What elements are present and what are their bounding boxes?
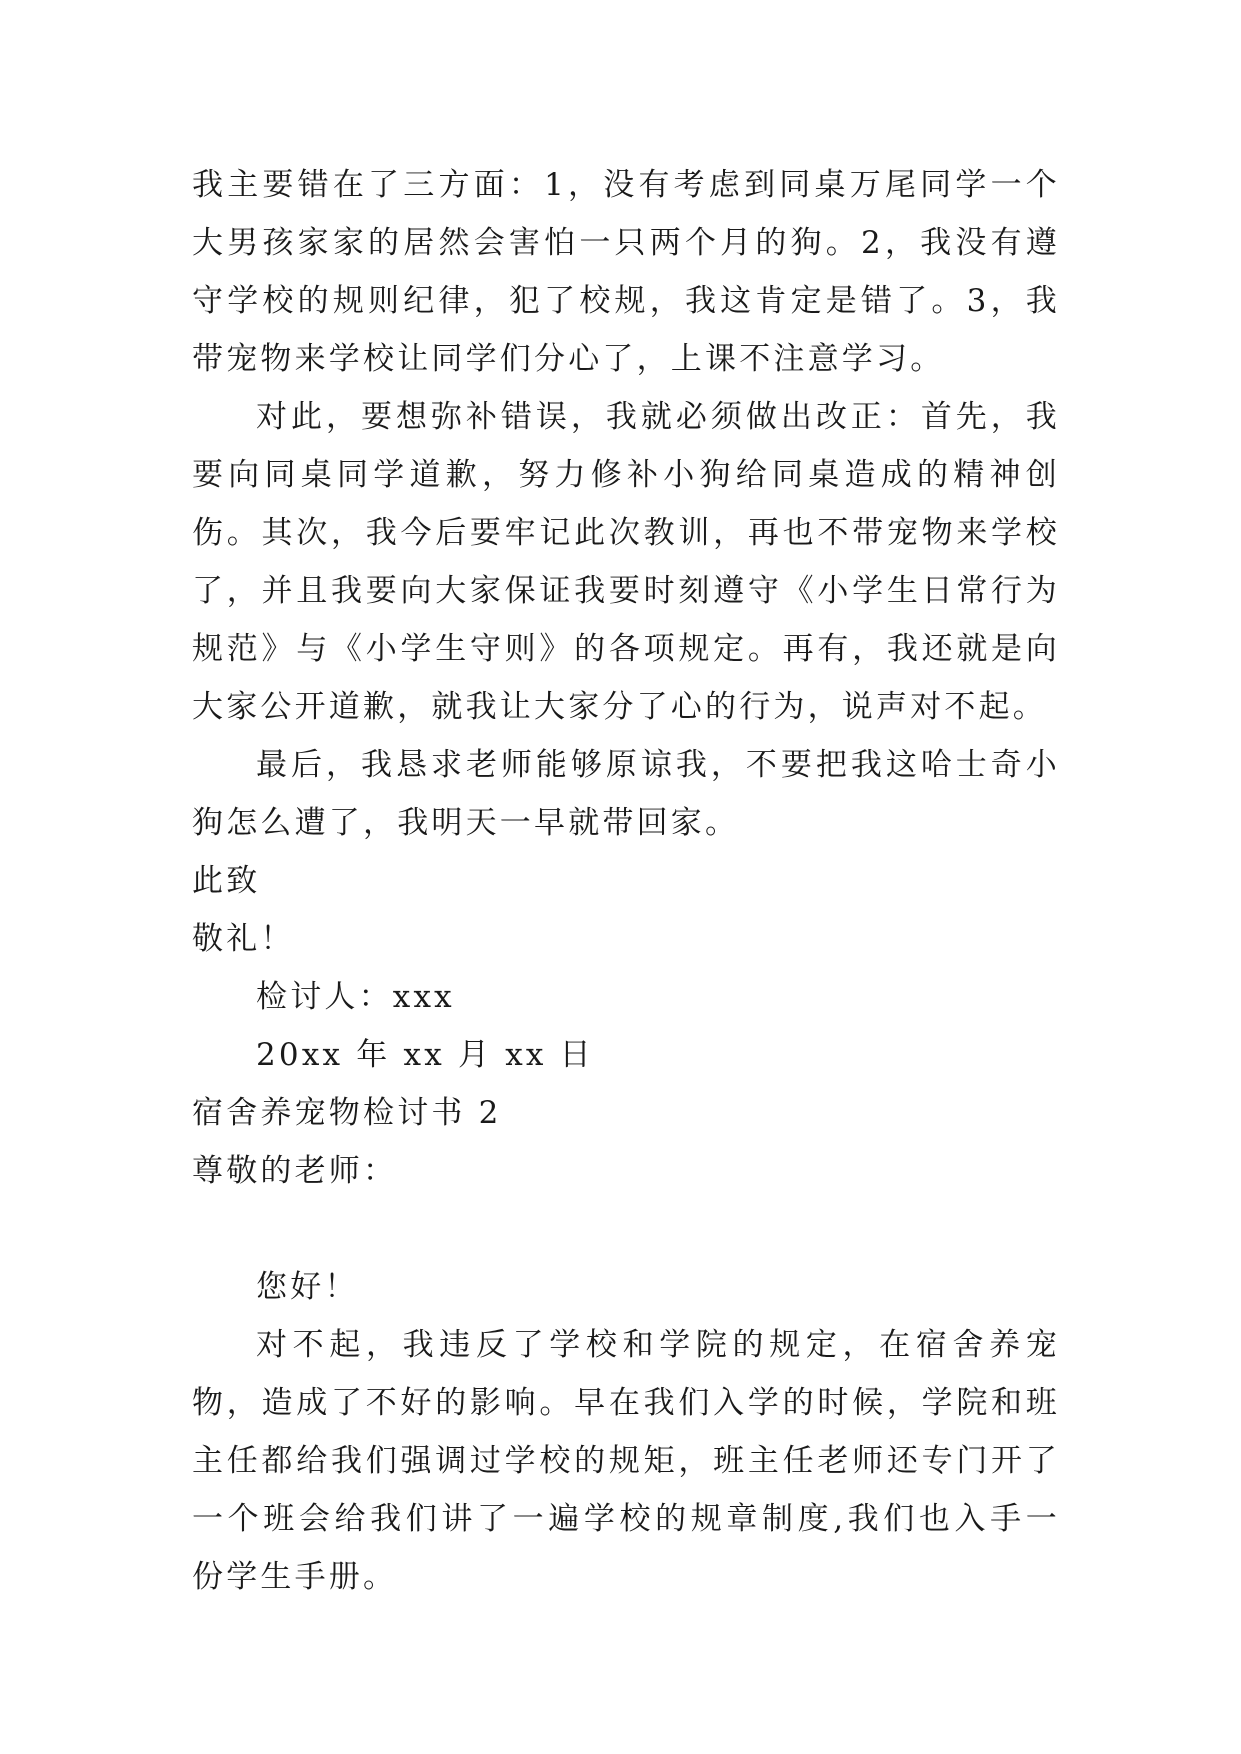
section-title: 宿舍养宠物检讨书 2	[192, 1095, 502, 1131]
salutation: 尊敬的老师：	[192, 1153, 398, 1189]
paragraph-corrections: 对此，要想弥补错误，我就必须做出改正：首先，我要向同桌同学道歉，努力修补小狗给同桌造成的精神创伤。其次，我今后要牢记此次教训，再也不带宠物来学校了，并且我要向大家保证我要时刻遵守《小学生日常行为规范》与《小学生守则》的各项规定。再有，我还就是向大家公开道歉，就我让大家分了心的行为，说声对不起。	[192, 399, 1060, 725]
paragraph-mistakes: 我主要错在了三方面：1，没有考虑到同桌万尾同学一个大男孩家家的居然会害怕一只两个月的狗。2，我没有遵守学校的规则纪律，犯了校规，我这肯定是错了。3，我带宠物来学校让同学们分心了，上课不注意学习。	[192, 167, 1060, 377]
signer: 检讨人：xxx	[256, 979, 455, 1015]
blank-line	[192, 1200, 1060, 1258]
date: 20xx 年 xx 月 xx 日	[256, 1037, 594, 1073]
paragraph-apology: 对不起，我违反了学校和学院的规定，在宿舍养宠物，造成了不好的影响。早在我们入学的时候，学院和班主任都给我们强调过学校的规矩，班主任老师还专门开了一个班会给我们讲了一遍学校的规章制度,我们也入手一份学生手册。	[192, 1327, 1060, 1595]
document-page	[192, 156, 1060, 1606]
greeting: 您好！	[256, 1269, 359, 1305]
paragraph-request: 最后，我恳求老师能够原谅我，不要把我这哈士奇小狗怎么遭了，我明天一早就带回家。	[192, 747, 1060, 841]
closing-jingli: 敬礼！	[192, 921, 295, 957]
closing-cizhi: 此致	[192, 863, 261, 899]
